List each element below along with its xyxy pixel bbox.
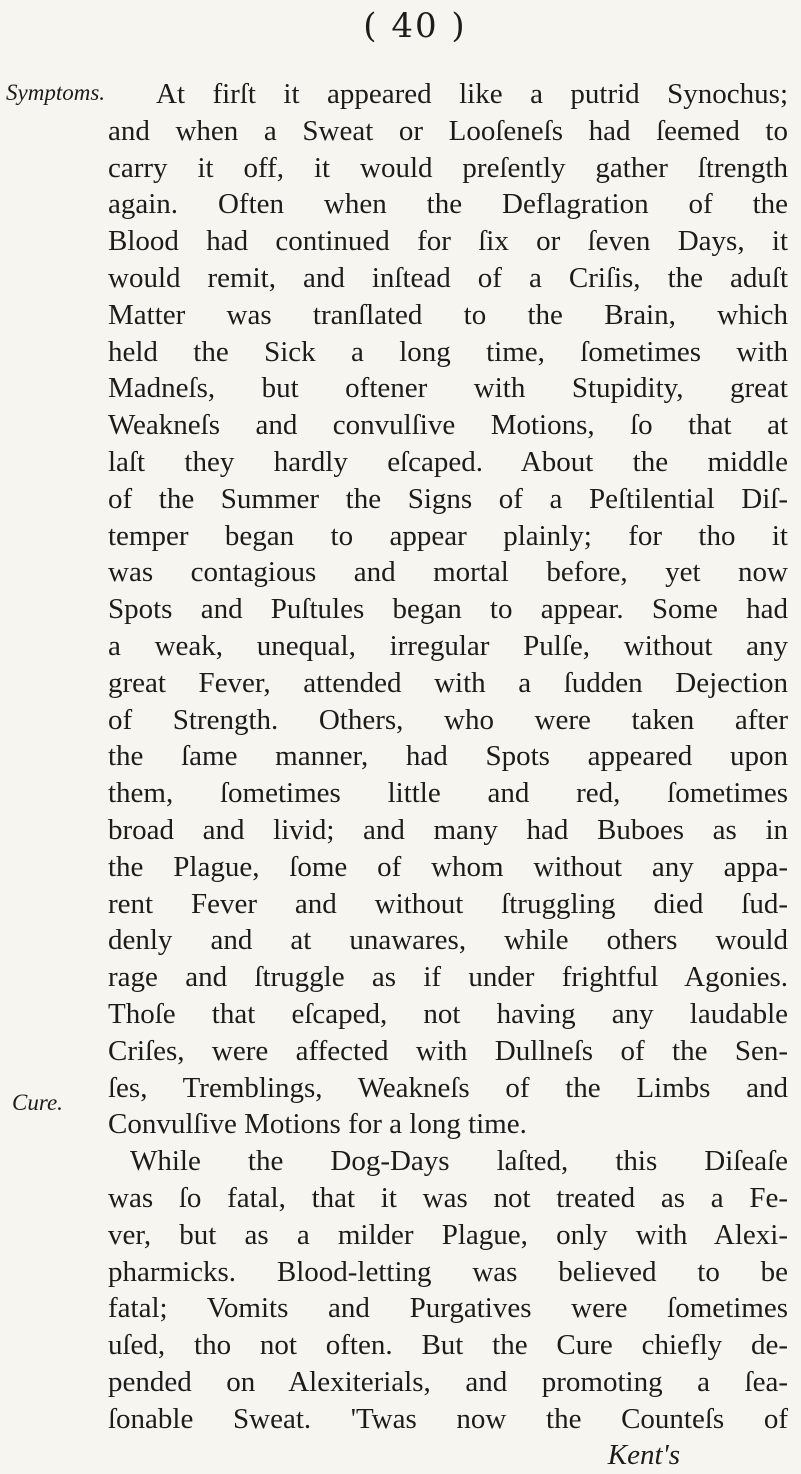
text-line: a weak, unequal, irregular Pulſe, without any [108,629,788,662]
text-line: rage and ſtruggle as if under frightful Agonies. [108,961,788,994]
text-line: ſonable Sweat. 'Twas now the Counteſs of [108,1402,788,1435]
text-line: great Fever, attended with a ſudden Dejection [108,666,788,699]
text-line: and when a Sweat or Looſeneſs had ſeemed to [108,114,788,147]
text-line: Matter was tranſlated to the Brain, which [108,298,788,331]
text-line: Thoſe that eſcaped, not having any laudable [108,997,788,1030]
body-text [108,76,788,1474]
text-line: the ſame manner, had Spots appeared upon [108,740,788,773]
text-line: rent Fever and without ſtruggling died ſud- [108,887,788,920]
text-line: was ſo fatal, that it was not treated as a Fe- [108,1181,788,1214]
text-line: pended on Alexiterials, and promoting a ſea- [108,1365,788,1398]
text-line: uſed, tho not often. But the Cure chiefly de- [108,1329,788,1362]
catchword: Kent's [607,1439,680,1472]
text-line: While the Dog-Days laſted, this Diſeaſe [130,1145,788,1178]
text-line: Blood had continued for ſix or ſeven Days, it [108,225,788,258]
text-line: again. Often when the Deflagration of the [108,188,788,221]
text-line: carry it off, it would preſently gather ſtrength [108,151,788,184]
page-number: ( 40 ) [363,6,467,46]
text-line: fatal; Vomits and Purgatives were ſometimes [108,1292,788,1325]
text-line: the Plague, ſome of whom without any appa- [108,850,788,883]
text-line: Convulſive Motions for a long time. [108,1108,527,1141]
margin-note-cure: Cure. [12,1090,63,1115]
text-line: ver, but as a milder Plague, only with Alexi- [108,1218,788,1251]
text-line: broad and livid; and many had Buboes as in [108,813,788,846]
text-line: Madneſs, but oftener with Stupidity, great [108,372,788,405]
text-line: temper began to appear plainly; for tho it [108,519,788,552]
text-line: ſes, Tremblings, Weakneſs of the Limbs and [108,1071,788,1104]
text-line: pharmicks. Blood-letting was believed to be [108,1255,788,1288]
text-line: Spots and Puſtules began to appear. Some had [108,593,788,626]
text-line: held the Sick a long time, ſometimes with [108,335,788,368]
text-line: of the Summer the Signs of a Peſtilential Diſ- [108,482,788,515]
text-line: denly and at unawares, while others would [108,924,788,957]
text-line: would remit, and inſtead of a Criſis, the aduſt [108,261,788,294]
margin-note-symptoms: Symptoms. [6,80,106,105]
text-line: laſt they hardly eſcaped. About the middle [108,445,788,478]
text-line: was contagious and mortal before, yet now [108,556,788,589]
text-line: Criſes, were affected with Dullneſs of the Sen- [108,1034,788,1067]
text-line: them, ſometimes little and red, ſometimes [108,777,788,810]
text-line: of Strength. Others, who were taken after [108,703,788,736]
text-line: Weakneſs and convulſive Motions, ſo that at [108,409,788,442]
text-line: At firſt it appeared like a putrid Synochus; [156,78,788,110]
